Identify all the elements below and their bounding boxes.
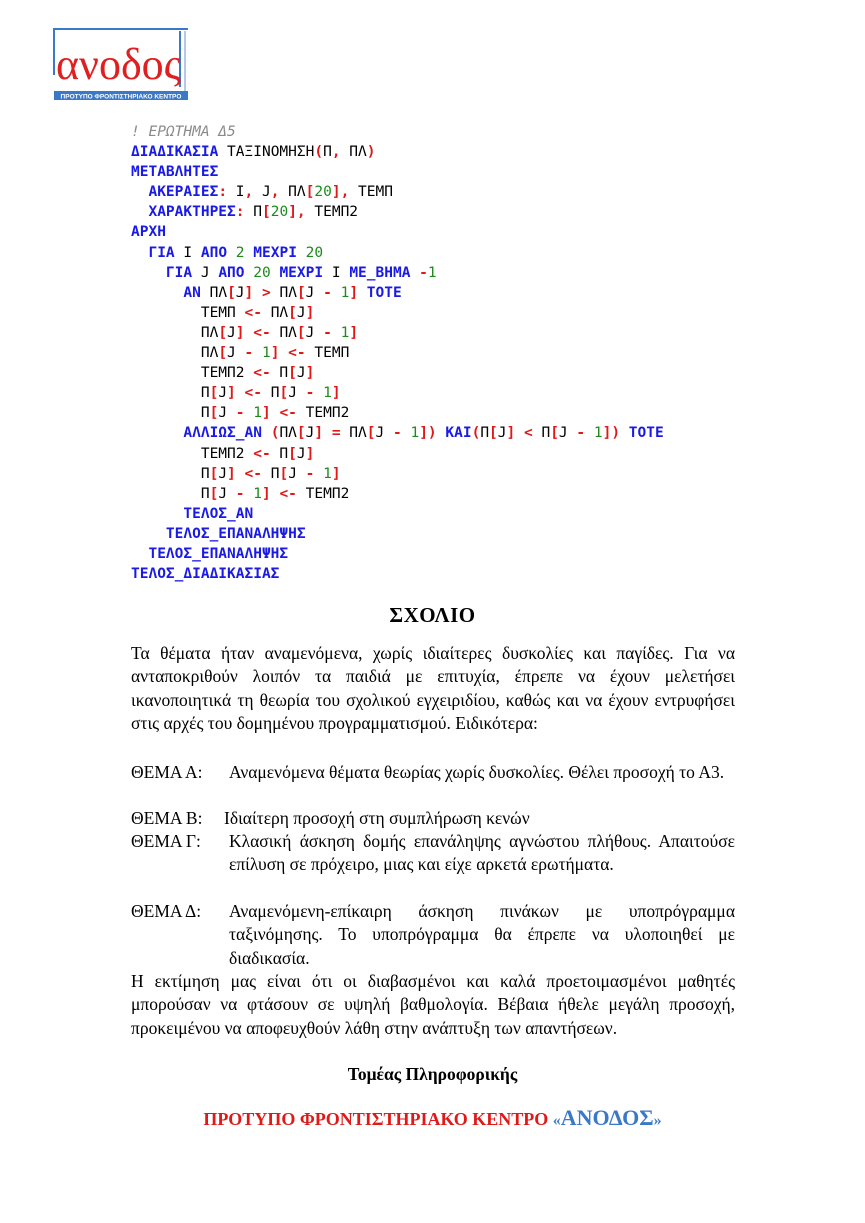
code-token: 1 [244, 485, 262, 502]
code-token: ( [471, 425, 481, 442]
code-token: ΠΛ [131, 324, 219, 341]
footer-prefix: ΠΡΟΤΥΠΟ ΦΡΟΝΤΙΣΤΗΡΙΑΚΟ ΚΕΝΤΡΟ [203, 1109, 553, 1129]
code-token [131, 506, 183, 522]
code-token: ΤΟΤΕ [620, 425, 664, 442]
code-token: ] [314, 425, 324, 442]
code-line [131, 564, 664, 584]
code-token: ) [366, 144, 376, 161]
code-token: <- [235, 385, 262, 402]
code-token: Ϳ [305, 284, 315, 301]
code-token: Π [270, 445, 289, 462]
code-token: <- [244, 324, 271, 341]
code-line [131, 202, 664, 222]
code-line [131, 283, 664, 303]
code-token: - [296, 465, 315, 482]
code-token: : [235, 204, 245, 221]
thema-c-label: ΘΕΜΑ Γ: [131, 831, 201, 851]
code-token: , [244, 184, 254, 201]
code-token: ΠΛ [200, 284, 228, 301]
code-token: ΑΠΟ [218, 264, 245, 281]
code-token: ΓΙΑ [165, 264, 193, 281]
code-token: <- [235, 304, 262, 321]
code-token: 1 [253, 345, 271, 362]
code-token: ΑΛΛΙΩΣ_ΑΝ [183, 425, 262, 442]
code-token: - [384, 425, 402, 442]
code-token: - [227, 405, 245, 422]
code-line [131, 464, 664, 484]
code-token: - [296, 385, 315, 402]
code-token: ΧΑΡΑΚΤΗΡΕΣ [148, 204, 236, 221]
code-line [131, 343, 664, 363]
code-token: ΤΕΜΠ [305, 345, 350, 362]
code-token: Ϳ [296, 365, 306, 382]
code-token: [ [288, 445, 297, 462]
code-token: ] [227, 465, 236, 482]
code-token: Π [261, 385, 280, 402]
thema-d-text: Αναμενόμενη-επίκαιρη άσκηση πινάκων με υποπρόγραμμα ταξινόμησης. Το υποπρόγραμμα θα έπρεπε να υλοποιηθεί με διαδικασία. [229, 901, 735, 968]
code-line [131, 544, 664, 564]
code-token: - [410, 264, 428, 281]
code-token: ΤΕΛΟΣ_ΕΠΑΝΑΛΗΨΗΣ [165, 525, 306, 542]
code-token: Π [131, 405, 210, 422]
code-token: <- [244, 445, 271, 462]
code-token: Ϳ [288, 385, 297, 402]
code-token: ΔΙΑΔΙΚΑΣΙΑ [131, 144, 219, 161]
code-token: Π [480, 425, 490, 442]
code-token: Ϳ [296, 445, 306, 462]
thema-c [131, 830, 735, 877]
code-token: [ [218, 324, 228, 341]
code-token: 1 [244, 405, 262, 422]
code-token: 1 [331, 284, 350, 301]
code-token: Ϳ [305, 324, 315, 341]
code-listing [131, 122, 664, 584]
code-token: ] [261, 485, 271, 502]
code-line [131, 504, 664, 524]
code-line [131, 323, 664, 343]
code-token [131, 245, 148, 261]
code-line [131, 122, 664, 142]
code-token: [ [227, 284, 236, 301]
thema-a-text: Αναμενόμενα θέματα θεωρίας χωρίς δυσκολίες. Θέλει προσοχή το Α3. [229, 762, 725, 782]
code-token: ΤΕΜΠ2 [305, 204, 359, 221]
code-token: ] [235, 324, 245, 341]
code-token: ΠΛ [270, 324, 297, 341]
code-token: 20 [270, 204, 289, 221]
code-token: ( [261, 425, 280, 442]
code-token: Ϳ [227, 345, 236, 362]
logo-tagline: ΠΡΟΤΥΠΟ ΦΡΟΝΤΙΣΤΗΡΙΑΚΟ ΚΕΝΤΡΟ [60, 93, 182, 101]
code-token: Π [244, 204, 262, 221]
code-line [131, 222, 664, 242]
code-line [131, 303, 664, 323]
code-token: <- [244, 365, 271, 382]
code-token: ΠΛ [340, 144, 367, 161]
code-token: [ [288, 304, 297, 321]
code-token: ΠΛ [279, 425, 297, 442]
thema-a [131, 761, 735, 784]
code-token: ] [244, 284, 254, 301]
code-token: Ϳ [235, 284, 245, 301]
code-token: : [218, 184, 228, 201]
code-line [131, 524, 664, 544]
code-token: ] [270, 345, 280, 362]
code-token: [ [305, 184, 315, 201]
code-token: > [253, 284, 271, 301]
code-token: Ϳ [192, 264, 219, 281]
code-token: ΠΛ [279, 184, 306, 201]
logo-graphic [52, 27, 190, 102]
code-token: [ [489, 425, 498, 442]
thema-b-text: Ιδιαίτερη προσοχή στη συμπλήρωση κενών [224, 808, 530, 828]
code-token: Ϳ [218, 485, 228, 502]
code-token: ΤΕΛΟΣ_ΑΝ [183, 505, 254, 522]
code-token: [ [550, 425, 559, 442]
code-token: Ϳ [558, 425, 568, 442]
code-token: ΤΟΤΕ [358, 284, 402, 301]
code-line [131, 484, 664, 504]
code-token: Π [323, 144, 332, 161]
code-token: ΤΑΞΙΝΟΜΗΣΗ [218, 144, 315, 161]
code-token: ] [305, 304, 315, 321]
code-token: ΠΛ [261, 304, 289, 321]
code-token: ΤΕΜΠ2 [296, 485, 350, 502]
intro-paragraph: Τα θέματα ήταν αναμενόμενα, χωρίς ιδιαίτερες δυσκολίες και παγίδες. Για να ανταποκριθούν λοιπόν τα παιδιά με επιτυχία, έπρεπε να έχουν μελετήσει ικανοποιητικά τη θεωρία του σχολικού εγχειριδίου, καθώς και να έχουν εντρυφήσει στις αρχές του δομημένου προγραμματισμού. Ειδικότερα: [131, 643, 735, 733]
code-token: Ϳ [218, 465, 228, 482]
code-token: Ϳ [227, 324, 236, 341]
code-token: [ [288, 365, 297, 382]
code-token: ΠΛ [270, 284, 297, 301]
code-line [131, 444, 664, 464]
code-token: [ [296, 284, 306, 301]
code-token: ΤΕΜΠ [131, 304, 236, 321]
code-token: [ [279, 465, 289, 482]
code-token: Ϳ [253, 184, 271, 201]
code-token: ] [331, 465, 341, 482]
code-token: 1 [331, 324, 350, 341]
code-token: [ [209, 485, 219, 502]
code-line [131, 383, 664, 403]
code-line [131, 403, 664, 423]
thema-b [131, 807, 735, 830]
code-token: ] [288, 204, 297, 221]
code-token: Ϳ [375, 425, 385, 442]
code-token: ]) [602, 425, 621, 442]
code-token: , [331, 144, 341, 161]
code-token: ΤΕΜΠ2 [296, 405, 350, 422]
footer-close-quote: » [653, 1112, 662, 1129]
code-token: ΓΙΑ [148, 244, 175, 261]
code-token: [ [279, 385, 289, 402]
code-token: <- [270, 405, 297, 422]
thema-b-label: ΘΕΜΑ Β: [131, 808, 203, 828]
code-token: 1 [314, 465, 332, 482]
code-token [131, 546, 148, 562]
code-token: , [340, 184, 350, 201]
code-token: [ [209, 405, 219, 422]
code-token: ΚΑΙ [436, 425, 472, 442]
code-line [131, 243, 664, 263]
code-line [131, 142, 664, 162]
code-token: 1 [401, 425, 420, 442]
code-token [131, 265, 166, 281]
code-line [131, 423, 664, 443]
code-token: - [567, 425, 586, 442]
thema-a-label: ΘΕΜΑ Α: [131, 762, 203, 782]
closing-paragraph: Η εκτίμηση μας είναι ότι οι διαβασμένοι και καλά προετοιμασμένοι μαθητές μπορούσαν να φτάσουν σε υψηλή βαθμολογία. Βέβαια ήθελε μεγάλη προσοχή, προκειμένου να αποφευχθούν λάθη στην ανάπτυξη των απαντήσεων. [131, 971, 735, 1038]
code-token: [ [261, 204, 271, 221]
code-line [131, 162, 664, 182]
code-token: 2 [227, 244, 254, 261]
code-token: ΑΡΧΗ [131, 224, 166, 241]
code-token: ΤΕΜΠ [349, 184, 393, 201]
code-token: 1 [427, 264, 437, 281]
code-token: Π [261, 465, 280, 482]
code-token: [ [218, 345, 228, 362]
code-token: ΤΕΛΟΣ_ΔΙΑΔΙΚΑΣΙΑΣ [131, 566, 280, 583]
code-token: ] [331, 385, 341, 402]
code-token: , [296, 204, 306, 221]
code-token: ( [314, 144, 324, 161]
code-token: [ [209, 385, 219, 402]
code-token: Π [532, 425, 551, 442]
thema-d [131, 900, 735, 970]
code-token: 1 [314, 385, 332, 402]
code-token: Π [131, 485, 210, 502]
code-token: Ϳ [218, 385, 228, 402]
code-token: Ϳ [497, 425, 507, 442]
anodos-logo [52, 27, 190, 102]
code-token: = [323, 425, 341, 442]
code-token: ΜΕ_ΒΗΜΑ [349, 264, 411, 281]
code-token: ] [305, 365, 315, 382]
code-line [131, 363, 664, 383]
code-token [131, 526, 166, 542]
code-token: 20 [244, 264, 280, 281]
code-token: ΜΕΤΑΒΛΗΤΕΣ [131, 164, 219, 181]
code-token: Ϳ [305, 425, 315, 442]
code-token: Ι [227, 184, 245, 201]
code-token [131, 285, 183, 301]
code-token: , [270, 184, 280, 201]
code-token: Π [131, 465, 210, 482]
code-token: Ι [323, 264, 350, 281]
code-token: ] [331, 184, 341, 201]
code-token: 20 [314, 184, 332, 201]
code-token: < [515, 425, 533, 442]
code-token: ΑΠΟ [200, 244, 228, 261]
code-token: [ [296, 425, 306, 442]
code-token: [ [366, 425, 376, 442]
code-token: - [314, 284, 332, 301]
code-token: ]) [419, 425, 437, 442]
logo-text: ανοδος [56, 40, 182, 89]
footer-brand: ΑΝΟΔΟΣ [560, 1105, 654, 1130]
code-token: ΜΕΧΡΙ [279, 264, 324, 281]
code-token: ΤΕΜΠ2 [131, 365, 245, 382]
section-heading: ΣΧΟΛΙΟ [389, 603, 476, 627]
code-token: ] [227, 385, 236, 402]
code-token: [ [296, 324, 306, 341]
code-token: ] [349, 284, 359, 301]
code-line [131, 182, 664, 202]
code-token: - [235, 345, 254, 362]
code-token: Ϳ [288, 465, 297, 482]
code-token: ! ΕΡΩΤΗΜΑ Δ5 [131, 124, 236, 140]
code-token: Ι [174, 244, 201, 261]
thema-c-text: Κλασική άσκηση δομής επανάληψης αγνώστου πλήθους. Απαιτούσε επίλυση σε πρόχειρο, μιας και είχε αρκετά ερωτήματα. [229, 831, 735, 875]
code-token: <- [235, 465, 262, 482]
signature: Τομέας Πληροφορικής [347, 1064, 518, 1084]
code-token: ] [506, 425, 516, 442]
code-token: ΠΛ [340, 425, 367, 442]
code-token: - [227, 485, 245, 502]
code-token: Π [270, 365, 289, 382]
footer-banner [0, 1105, 865, 1131]
thema-d-label: ΘΕΜΑ Δ: [131, 901, 202, 921]
code-token [131, 184, 148, 200]
code-token: 1 [585, 425, 603, 442]
code-token: Π [131, 385, 210, 402]
code-token: ΠΛ [131, 345, 219, 362]
code-token: Ϳ [218, 405, 228, 422]
code-token: ΜΕΧΡΙ [253, 244, 297, 261]
code-token: ΑΝ [183, 284, 201, 301]
code-token: - [314, 324, 332, 341]
code-token: 20 [296, 244, 324, 261]
code-token [131, 204, 148, 220]
code-token: ] [305, 445, 315, 462]
code-token: <- [270, 485, 297, 502]
code-line [131, 263, 664, 283]
code-token: ΤΕΛΟΣ_ΕΠΑΝΑΛΗΨΗΣ [148, 545, 289, 562]
footer-open-quote: « [552, 1112, 561, 1129]
code-token: <- [279, 345, 306, 362]
code-token: ΤΕΜΠ2 [131, 445, 245, 462]
code-token: ] [349, 324, 359, 341]
code-token: [ [209, 465, 219, 482]
code-token: ] [261, 405, 271, 422]
code-token [131, 425, 183, 441]
code-token: Ϳ [296, 304, 306, 321]
code-token: ΑΚΕΡΑΙΕΣ [148, 184, 219, 201]
